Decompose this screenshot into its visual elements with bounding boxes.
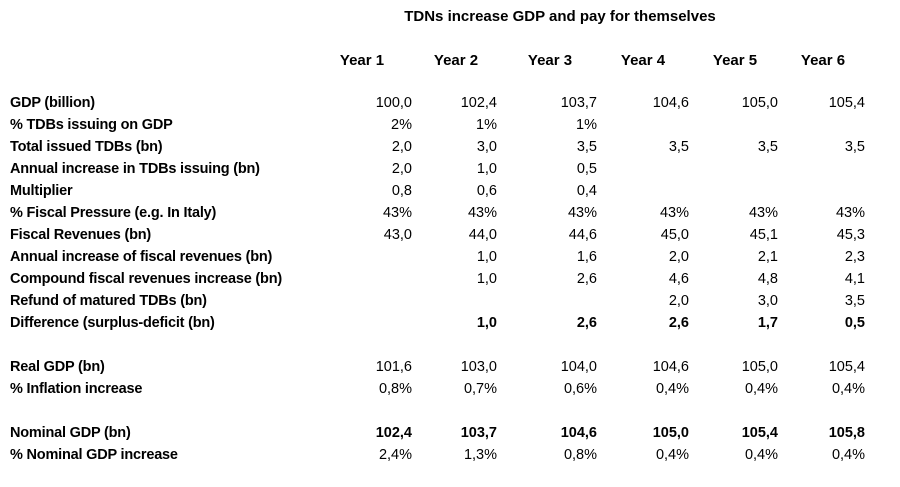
table-cell: 102,4: [460, 95, 497, 111]
table-cell: 2,6: [668, 315, 689, 331]
table-cell: 44,6: [568, 227, 597, 243]
row-label: Real GDP (bn): [10, 359, 105, 375]
table-row: [0, 425, 900, 447]
table-cell: 2,0: [668, 249, 689, 265]
table-cell: 0,4%: [744, 447, 778, 463]
column-header-year-5: Year 5: [712, 52, 758, 69]
table-cell: 1,3%: [463, 447, 497, 463]
table-cell: 0,4%: [831, 447, 865, 463]
row-label: Annual increase of fiscal revenues (bn): [10, 249, 273, 265]
row-label: GDP (billion): [10, 95, 95, 111]
table-cell: 4,6: [668, 271, 689, 287]
table-cell: 1,7: [757, 315, 778, 331]
table-cell: 105,4: [828, 95, 865, 111]
table-cell: 45,3: [836, 227, 865, 243]
column-header-year-2: Year 2: [433, 52, 479, 69]
table-cell: 102,4: [375, 425, 412, 441]
table-row: [0, 117, 900, 139]
row-label: Total issued TDBs (bn): [10, 139, 163, 155]
row-label: Difference (surplus-deficit (bn): [10, 315, 215, 331]
table-row: [0, 227, 900, 249]
table-row: [0, 293, 900, 315]
row-label: % Inflation increase: [10, 381, 143, 397]
table-title: TDNs increase GDP and pay for themselves: [404, 8, 716, 25]
table-cell: 0,8: [391, 183, 412, 199]
table-cell: 3,5: [668, 139, 689, 155]
column-header-year-4: Year 4: [620, 52, 666, 69]
table-cell: 0,7%: [463, 381, 497, 397]
table-cell: 43,0: [383, 227, 412, 243]
table-cell: 43%: [567, 205, 597, 221]
table-row: [0, 249, 900, 271]
column-header-year-1: Year 1: [339, 52, 385, 69]
table-cell: 105,4: [741, 425, 778, 441]
column-header-year-6: Year 6: [800, 52, 846, 69]
table-cell: 104,6: [652, 95, 689, 111]
table-cell: 105,8: [828, 425, 865, 441]
table-cell: 43%: [748, 205, 778, 221]
row-label: Annual increase in TDBs issuing (bn): [10, 161, 260, 177]
table-cell: 105,0: [652, 425, 689, 441]
row-label: Nominal GDP (bn): [10, 425, 131, 441]
table-cell: 43%: [659, 205, 689, 221]
table-cell: 1%: [476, 117, 497, 133]
table-cell: 43%: [467, 205, 497, 221]
table-cell: 0,8%: [563, 447, 597, 463]
table-cell: 43%: [835, 205, 865, 221]
table-cell: 0,8%: [378, 381, 412, 397]
table-cell: 0,5: [576, 161, 597, 177]
table-row: [0, 447, 900, 469]
table-cell: 3,0: [757, 293, 778, 309]
table-cell: 0,4: [576, 183, 597, 199]
table-cell: 103,7: [460, 425, 497, 441]
table-row: [0, 381, 900, 403]
table-cell: 45,0: [660, 227, 689, 243]
table-cell: 0,5: [844, 315, 865, 331]
table-cell: 44,0: [468, 227, 497, 243]
table-cell: 1%: [576, 117, 597, 133]
column-header-year-3: Year 3: [527, 52, 573, 69]
table-cell: 0,4%: [655, 381, 689, 397]
table-row: [0, 161, 900, 183]
row-label: Compound fiscal revenues increase (bn): [10, 271, 282, 287]
table-cell: 43%: [382, 205, 412, 221]
row-label: % Fiscal Pressure (e.g. In Italy): [10, 205, 217, 221]
table-cell: 0,6: [476, 183, 497, 199]
table-cell: 103,7: [560, 95, 597, 111]
table-cell: 2%: [391, 117, 412, 133]
table-cell: 1,0: [476, 161, 497, 177]
table-cell: 2,6: [576, 315, 597, 331]
table-cell: 104,0: [560, 359, 597, 375]
table-cell: 2,6: [576, 271, 597, 287]
table-cell: 1,6: [576, 249, 597, 265]
table-row: [0, 271, 900, 293]
table-cell: 104,6: [560, 425, 597, 441]
table-row: [0, 359, 900, 381]
table-cell: 1,0: [476, 271, 497, 287]
table-cell: 0,4%: [744, 381, 778, 397]
table-cell: 3,5: [576, 139, 597, 155]
row-label: % TDBs issuing on GDP: [10, 117, 173, 133]
table-cell: 101,6: [375, 359, 412, 375]
table-cell: 103,0: [460, 359, 497, 375]
table-cell: 0,6%: [563, 381, 597, 397]
table-cell: 100,0: [375, 95, 412, 111]
table-cell: 1,0: [476, 315, 497, 331]
table-row: [0, 205, 900, 227]
table-cell: 4,8: [757, 271, 778, 287]
table-cell: 104,6: [652, 359, 689, 375]
table-cell: 105,4: [828, 359, 865, 375]
table-cell: 0,4%: [831, 381, 865, 397]
table-cell: 2,4%: [378, 447, 412, 463]
row-label: Fiscal Revenues (bn): [10, 227, 152, 243]
table-cell: 3,5: [757, 139, 778, 155]
row-label: Refund of matured TDBs (bn): [10, 293, 207, 309]
table-cell: 105,0: [741, 359, 778, 375]
table-cell: 4,1: [844, 271, 865, 287]
row-label: % Nominal GDP increase: [10, 447, 178, 463]
table-cell: 1,0: [476, 249, 497, 265]
table-cell: 3,5: [844, 293, 865, 309]
table-cell: 2,1: [757, 249, 778, 265]
row-label: Multiplier: [10, 183, 73, 199]
table-cell: 45,1: [749, 227, 778, 243]
table-cell: 3,0: [476, 139, 497, 155]
table-cell: 2,0: [391, 139, 412, 155]
table-cell: 0,4%: [655, 447, 689, 463]
table-row: [0, 315, 900, 337]
table-cell: 2,0: [391, 161, 412, 177]
table-row: [0, 139, 900, 161]
table-cell: 2,0: [668, 293, 689, 309]
table-cell: 3,5: [844, 139, 865, 155]
table-cell: 2,3: [844, 249, 865, 265]
table-cell: 105,0: [741, 95, 778, 111]
table-row: [0, 183, 900, 205]
table-row: [0, 95, 900, 117]
